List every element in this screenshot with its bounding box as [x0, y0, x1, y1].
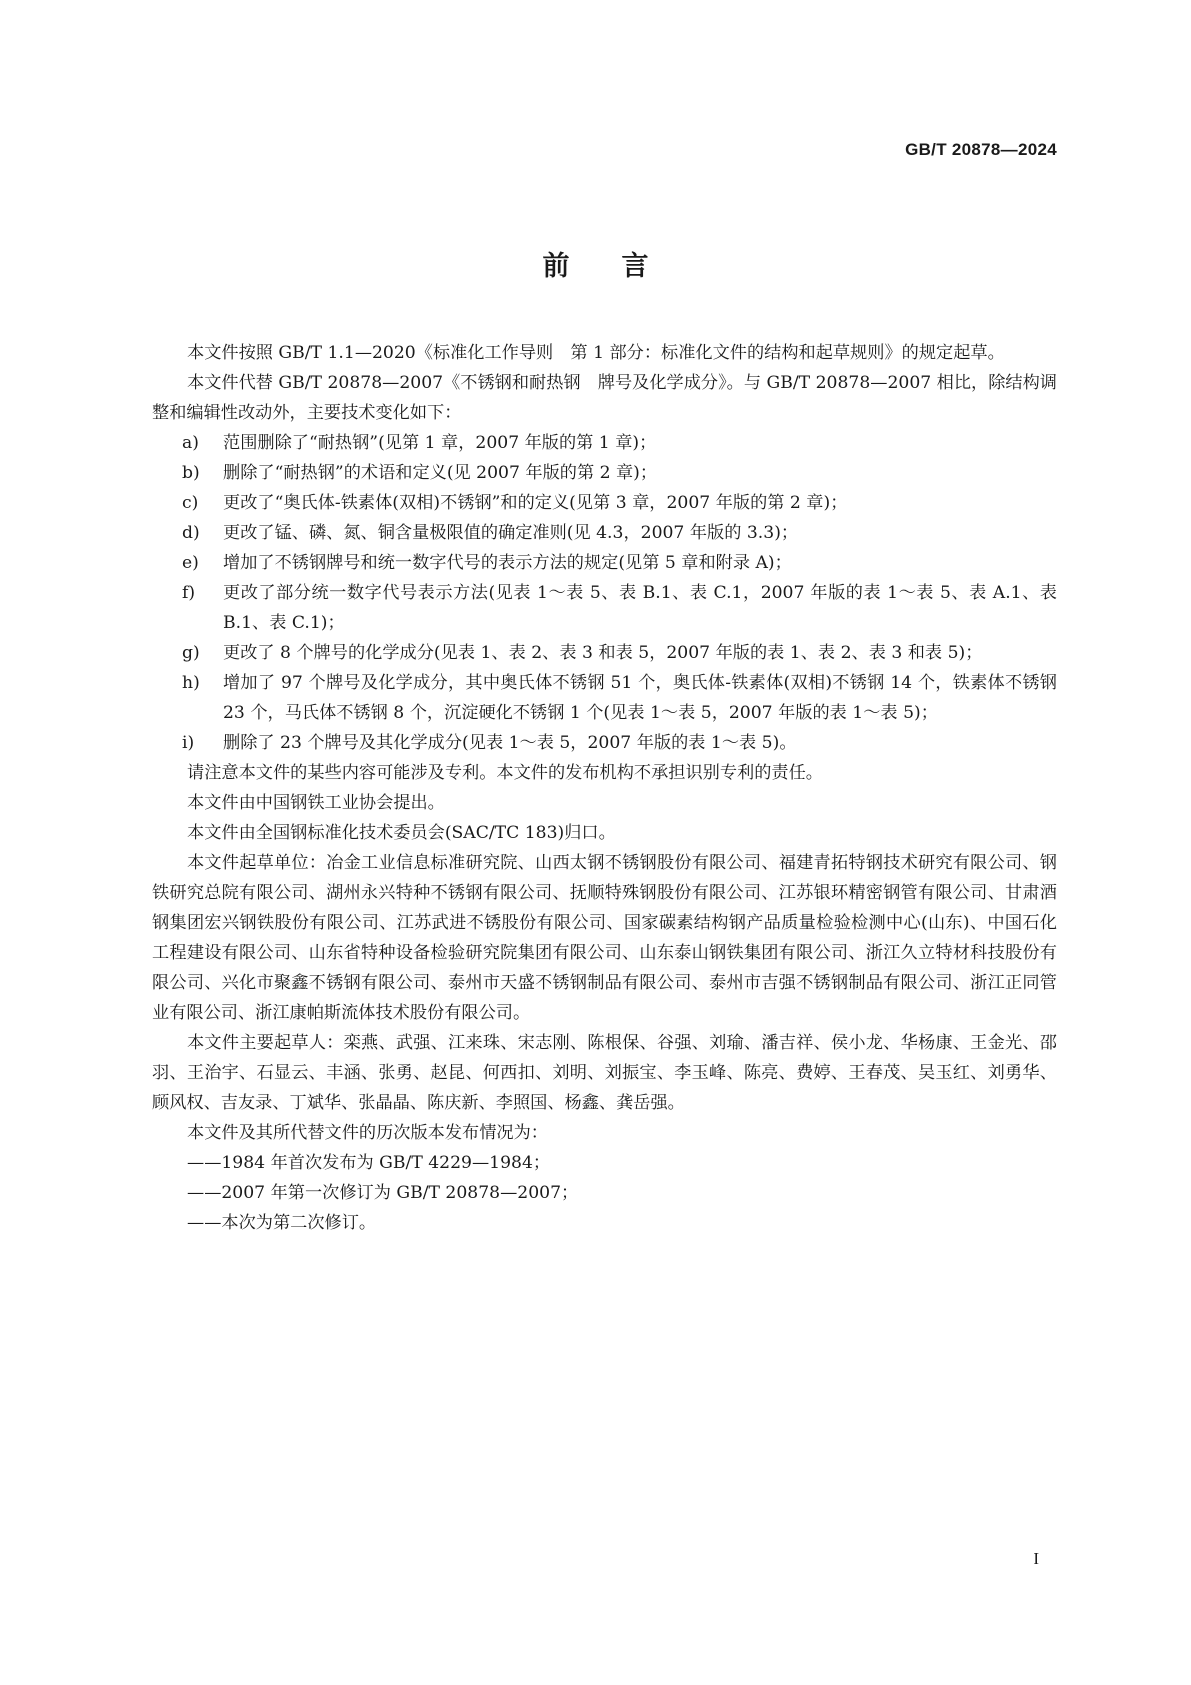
list-marker: g): [182, 643, 200, 663]
list-item-text: 增加了不锈钢牌号和统一数字代号的表示方法的规定(见第 5 章和附录 A)；: [223, 553, 792, 573]
paragraph-drafting-units: 本文件起草单位：冶金工业信息标准研究院、山西太钢不锈钢股份有限公司、福建青拓特钢技术研究有限公司、钢铁研究总院有限公司、湖州永兴特种不锈钢有限公司、抚顺特殊钢股份有限公司、江苏银环精密钢管有限公司、甘肃酒钢集团宏兴钢铁股份有限公司、江苏武进不锈股份有限公司、国家碳素结构钢产品质量检验检测中心(山东)、中国石化工程建设有限公司、山东省特种设备检验研究院集团有限公司、山东泰山钢铁集团有限公司、浙江久立特材科技股份有限公司、兴化市聚鑫不锈钢有限公司、泰州市天盛不锈钢制品有限公司、泰州市吉强不锈钢制品有限公司、浙江正同管业有限公司、浙江康帕斯流体技术股份有限公司。: [152, 853, 1057, 1023]
list-item-text: 更改了“奥氏体-铁素体(双相)不锈钢”和的定义(见第 3 章，2007 年版的第 2 章)；: [223, 493, 848, 513]
history-list: [152, 1148, 1057, 1238]
foreword-body: [152, 338, 1057, 1238]
list-item-text: 删除了 23 个牌号及其化学成分(见表 1～表 5，2007 年版的表 1～表 5)。: [223, 733, 797, 753]
list-item-text: 增加了 97 个牌号及化学成分，其中奥氏体不锈钢 51 个，奥氏体-铁素体(双相)不锈钢 14 个，铁素体不锈钢 23 个，马氏体不锈钢 8 个，沉淀硬化不锈钢 1 个(见表 1～表 5，2007 年版的表 1～表 5)；: [223, 673, 1057, 723]
changes-list: [152, 428, 1057, 758]
list-item: [152, 548, 1057, 578]
list-item: [152, 668, 1057, 728]
list-item: [152, 578, 1057, 638]
list-marker: d): [182, 523, 200, 543]
list-item: [152, 518, 1057, 548]
paragraph-basis: 本文件按照 GB/T 1.1—2020《标准化工作导则 第 1 部分：标准化文件的结构和起草规则》的规定起草。: [187, 343, 1005, 363]
paragraph-replaces: 本文件代替 GB/T 20878—2007《不锈钢和耐热钢 牌号及化学成分》。与 GB/T 20878—2007 相比，除结构调整和编辑性改动外，主要技术变化如下：: [152, 373, 1057, 423]
paragraph-history-intro: 本文件及其所代替文件的历次版本发布情况为：: [187, 1123, 548, 1143]
list-item-text: 更改了锰、磷、氮、铜含量极限值的确定准则(见 4.3，2007 年版的 3.3)；: [223, 523, 799, 543]
list-item: [152, 428, 1057, 458]
list-marker: f): [182, 583, 196, 603]
list-marker: h): [182, 673, 200, 693]
list-marker: a): [182, 433, 199, 453]
standard-code: GB/T 20878—2024: [905, 140, 1057, 159]
list-item: [152, 458, 1057, 488]
list-item: [152, 728, 1057, 758]
paragraph-drafters: 本文件主要起草人：栾燕、武强、江来珠、宋志刚、陈根保、谷强、刘瑜、潘吉祥、侯小龙、华杨康、王金光、邵羽、王治宇、石显云、丰涵、张勇、赵昆、何西扣、刘明、刘振宝、李玉峰、陈亮、费婷、王春茂、吴玉红、刘勇华、顾风权、吉友录、丁斌华、张晶晶、陈庆新、李照国、杨鑫、龚岳强。: [152, 1033, 1057, 1113]
list-item-text: 删除了“耐热钢”的术语和定义(见 2007 年版的第 2 章)；: [223, 463, 658, 483]
history-item: ——2007 年第一次修订为 GB/T 20878—2007；: [187, 1183, 579, 1203]
list-marker: i): [182, 733, 195, 753]
paragraph-patent-notice: 请注意本文件的某些内容可能涉及专利。本文件的发布机构不承担识别专利的责任。: [187, 763, 823, 783]
list-item: [152, 488, 1057, 518]
list-marker: c): [182, 493, 199, 513]
list-item: [152, 638, 1057, 668]
page-number: I: [1033, 1549, 1039, 1568]
list-item-text: 更改了 8 个牌号的化学成分(见表 1、表 2、表 3 和表 5，2007 年版的表 1、表 2、表 3 和表 5)；: [223, 643, 983, 663]
history-item: ——1984 年首次发布为 GB/T 4229—1984；: [187, 1153, 551, 1173]
list-marker: e): [182, 553, 199, 573]
page-title: 前言: [542, 251, 701, 282]
history-item: ——本次为第二次修订。: [187, 1213, 377, 1233]
list-item-text: 范围删除了“耐热钢”(见第 1 章，2007 年版的第 1 章)；: [223, 433, 657, 453]
list-marker: b): [182, 463, 200, 483]
paragraph-proposer: 本文件由中国钢铁工业协会提出。: [187, 793, 445, 813]
paragraph-centralized: 本文件由全国钢标准化技术委员会(SAC/TC 183)归口。: [187, 823, 616, 843]
list-item-text: 更改了部分统一数字代号表示方法(见表 1～表 5、表 B.1、表 C.1，2007 年版的表 1～表 5、表 A.1、表 B.1、表 C.1)；: [223, 583, 1057, 633]
